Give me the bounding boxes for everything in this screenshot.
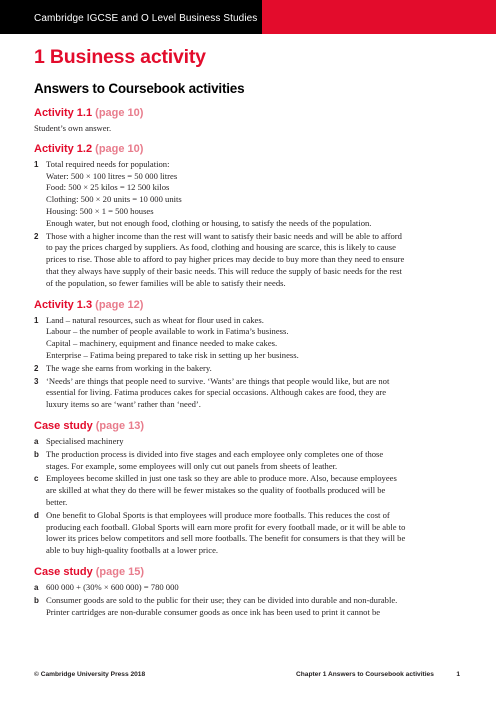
activity-heading-page: (page 12) <box>95 298 144 311</box>
answer-line: ‘Needs’ are things that people need to survive. ‘Wants’ are things that people would like, but are not <box>46 375 390 386</box>
answer-line: Land – natural resources, such as wheat for flour used in cakes. <box>46 314 264 325</box>
answer-item-body <box>46 231 464 290</box>
answer-item-body <box>46 510 464 557</box>
answer-line: to pay the prices charged by suppliers. As food, clothing and housing are scarce, this is likely to cause <box>46 242 396 253</box>
activity-heading <box>34 419 464 434</box>
activity-heading-title: Case study <box>34 419 93 432</box>
answer-line: Enough water, but not enough food, clothing or housing, to satisfy the needs of the population. <box>46 217 372 228</box>
answer-line: Clothing: 500 × 20 units = 10 000 units <box>46 194 182 205</box>
activity-heading-page: (page 10) <box>95 107 144 119</box>
answer-line: are skilled at what they do there will be fewer mistakes so the quality of footballs produced will be <box>46 485 386 496</box>
activity-heading-title: Activity 1.1 <box>34 107 93 119</box>
answer-item <box>34 231 464 290</box>
answer-line: One benefit to Global Sports is that employees will produce more footballs. This reduces the cost of <box>46 509 390 520</box>
activity-heading-page: (page 15) <box>95 565 145 578</box>
activity-heading <box>34 106 464 121</box>
answer-item-marker: 2 <box>34 231 39 241</box>
answer-line: luxury items so are ‘want’ rather than ‘need’. <box>46 399 201 410</box>
activity-heading-page: (page 10) <box>95 142 144 155</box>
answer-item-marker: a <box>34 436 39 446</box>
footer-chapter: Chapter 1 Answers to Coursebook activities <box>296 671 434 678</box>
answer-line: better. <box>46 496 68 507</box>
answer-line: Capital – machinery, equipment and finance needed to make cakes. <box>46 338 278 349</box>
answer-item-body <box>46 449 464 473</box>
answer-line: lower its prices below competitors and sell more footballs. The benefit for consumers is that they will be <box>46 533 406 544</box>
answer-line: prices to rise. Those able to afford to pay higher prices may decide to buy more than they need to ensure <box>46 254 405 265</box>
activity-heading <box>34 298 464 313</box>
activity-heading-page: (page 13) <box>95 419 145 432</box>
answer-line: Printer cartridges are non-durable consumer goods as once ink has been used to print it cannot be <box>46 606 381 617</box>
answer-item-marker: c <box>34 474 39 484</box>
answer-item-body <box>46 376 464 411</box>
activity-heading <box>34 142 464 157</box>
answer-line: Housing: 500 × 1 = 500 houses <box>46 205 154 216</box>
answer-line: Employees become skilled in just one task so they are able to produce more. Also, because employees <box>46 473 397 484</box>
answer-item <box>34 159 464 230</box>
answer-item-body <box>46 595 464 619</box>
answer-item-marker: b <box>34 449 39 459</box>
header-accent-block <box>262 0 496 34</box>
answer-item <box>34 473 464 508</box>
answer-line: stages. For example, some employees will only cut out panels from sheets of leather. <box>46 460 338 471</box>
answer-item-marker: 3 <box>34 376 39 386</box>
answer-line: Enterprise – Fatima being prepared to take risk in setting up her business. <box>46 349 299 360</box>
answer-line: 600 000 + (30% × 600 000) = 780 000 <box>46 581 179 592</box>
answer-item-marker: a <box>34 582 39 592</box>
section-spacer <box>34 135 464 142</box>
activity-heading-title: Case study <box>34 565 93 578</box>
answer-item-marker: d <box>34 510 39 520</box>
answer-line: able to buy high-quality footballs at a lower price. <box>46 545 219 556</box>
answer-paragraph: Student’s own answer. <box>34 123 112 133</box>
answer-line: producing each football. Global Sports will earn more profit for every football made, or it will be able to <box>46 521 406 532</box>
section-spacer <box>34 291 464 298</box>
answers-content <box>34 106 464 619</box>
answer-item <box>34 363 464 375</box>
answer-line: essential for living. Fatima produces cakes for special occasions. Although cakes are food, they are <box>46 387 387 398</box>
activity-heading-title: Activity 1.2 <box>34 142 93 155</box>
footer-copyright: © Cambridge University Press 2018 <box>34 671 146 678</box>
answer-item <box>34 510 464 557</box>
running-header <box>0 0 496 34</box>
answer-item-body <box>46 473 464 508</box>
section-spacer <box>34 558 464 565</box>
answer-item-body <box>46 315 464 362</box>
answer-line: The production process is divided into five stages and each employee only completes one of those <box>46 448 384 459</box>
footer-page-number: 1 <box>456 671 460 678</box>
answer-item-body <box>46 582 464 594</box>
section-spacer <box>34 412 464 419</box>
answer-line: of the population, so fewer families will be able to satisfy their needs. <box>46 277 286 288</box>
answer-item <box>34 436 464 448</box>
answer-item <box>34 582 464 594</box>
answer-line: Labour – the number of people available to work in Fatima’s business. <box>46 326 289 337</box>
answer-line: Those with a higher income than the rest will want to satisfy their basic needs and will be able to afford <box>46 230 402 241</box>
answer-item-body <box>46 159 464 230</box>
answer-item-marker: 2 <box>34 363 39 373</box>
answer-item <box>34 315 464 362</box>
answer-item <box>34 376 464 411</box>
answer-line: Consumer goods are sold to the public for their use; they can be divided into durable and non-durable. <box>46 594 398 605</box>
answer-line: Food: 500 × 25 kilos = 12 500 kilos <box>46 182 170 193</box>
answer-line: Water: 500 × 100 litres = 50 000 litres <box>46 170 178 181</box>
running-header-title: Cambridge IGCSE and O Level Business Studies <box>34 13 258 24</box>
answer-item-marker: 1 <box>34 159 39 169</box>
answer-item-marker: 1 <box>34 315 39 325</box>
answer-item-body <box>46 436 464 448</box>
answer-line: that they always have supply of their basic needs. This will reduce the supply of basic needs for the rest <box>46 265 402 276</box>
answer-line: The wage she earns from working in the bakery. <box>46 362 212 373</box>
answer-line: Specialised machinery <box>46 435 124 446</box>
answer-item <box>34 449 464 473</box>
answer-item-marker: b <box>34 595 39 605</box>
activity-heading <box>34 565 464 580</box>
activity-heading-title: Activity 1.3 <box>34 298 93 311</box>
section-title: Answers to Coursebook activities <box>34 81 245 96</box>
answer-line: Total required needs for population: <box>46 158 170 169</box>
answer-item-body <box>46 363 464 375</box>
answer-item <box>34 595 464 619</box>
chapter-title: 1 Business activity <box>34 46 206 68</box>
page-footer <box>34 671 464 685</box>
